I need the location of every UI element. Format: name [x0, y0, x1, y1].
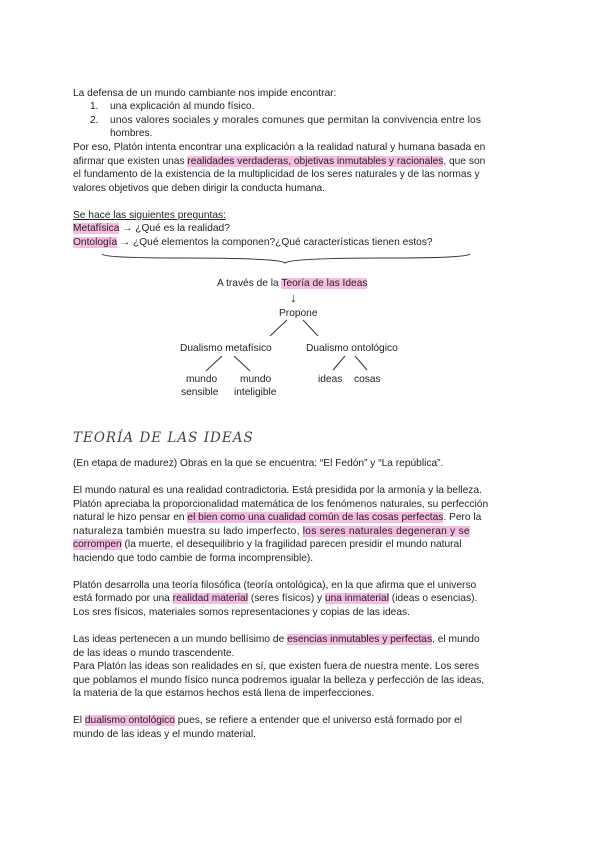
- p2-l3: Los sres físicos, materiales somos representaciones y copias de las ideas.: [73, 607, 410, 618]
- diagram-mundo-sensible-a: mundo: [186, 374, 218, 385]
- list-item-2-cont: hombres.: [110, 128, 153, 139]
- highlight: los seres naturales degeneran y se: [302, 526, 470, 537]
- diagram-mundo-sensible-b: sensible: [181, 387, 219, 398]
- p1-l2: Platón apreciaba la proporcionalidad matemática de los fenómenos naturales, su perfección: [73, 499, 489, 510]
- highlight: Ontología: [73, 237, 118, 248]
- p1-l6: haciendo que todo cambie de forma incomprensible).: [73, 553, 314, 564]
- p1-l4: naturaleza también muestra su lado imperfecto, los seres naturales degeneran y se: [73, 526, 470, 537]
- section-title: TEORÍA DE LAS IDEAS: [73, 430, 254, 446]
- arrow-propone-right: [303, 320, 318, 336]
- p1-l3: natural le hizo pensar en el bien como una cualidad común de las cosas perfectas. Pero la: [73, 512, 482, 523]
- p1-l5: corrompen (la muerte, el desequilibrio y la fragilidad parecen presidir el mundo natural: [73, 539, 462, 550]
- highlight: esencias inmutables y perfectas: [287, 634, 433, 645]
- highlight: el bien como una cualidad común de las cosas perfectas: [187, 512, 444, 523]
- question-ontologia: Ontología → ¿Qué elementos la componen?¿Qué características tienen estos?: [73, 237, 433, 248]
- highlight: corrompen: [73, 539, 122, 550]
- highlight: realidad material: [172, 593, 248, 604]
- questions-heading: Se hace las siguientes preguntas:: [73, 210, 226, 221]
- works-line: (En etapa de madurez) Obras en la que se encuentra: “El Fedón” y “La república”.: [73, 458, 444, 469]
- diagram-mundo-inteligible-a: mundo: [240, 374, 272, 385]
- diagram-mundo-inteligible-b: inteligible: [234, 387, 277, 398]
- arrow-metafisico-right: [234, 356, 250, 371]
- p2-l1: Platón desarrolla una teoría filosófica (teoría ontológica), en la que afirma que el universo: [73, 580, 477, 591]
- highlight: realidades verdaderas, objetivas inmutables y racionales: [187, 156, 444, 167]
- diagram-dualismo-ontologico: Dualismo ontológico: [306, 343, 398, 354]
- diagram-dualismo-metafisico: Dualismo metafísico: [180, 343, 272, 354]
- highlight: una inmaterial: [324, 593, 389, 604]
- p3-l5: la materia de la que estamos hechos está llena de imperfecciones.: [73, 688, 375, 699]
- p3-l1: Las ideas pertenecen a un mundo bellísimo de esencias inmutables y perfectas, el mundo: [73, 634, 480, 645]
- p3-l3: Para Platón las ideas son realidades en sí, que existen fuera de nuestra mente. Los seres: [73, 661, 480, 672]
- p1-l1: El mundo natural es una realidad contradictoria. Está presidida por la armonía y la belleza.: [73, 485, 482, 496]
- intro-line: La defensa de un mundo cambiante nos impide encontrar:: [73, 88, 337, 99]
- p4-l2: mundo de las ideas y el mundo material.: [73, 729, 256, 740]
- diagram-cosas: cosas: [354, 374, 381, 385]
- intro-paragraph-l1: Por eso, Platón intenta encontrar una explicación a la realidad natural y humana basada en: [73, 142, 486, 153]
- intro-paragraph-l2: afirmar que existen unas realidades verdaderas, objetivas inmutables y racionales, que son: [73, 156, 486, 167]
- p3-l4: que poblamos el mundo físico nunca podremos igualar la belleza y perfección de las ideas,: [73, 675, 485, 686]
- diagram-ideas: ideas: [318, 374, 343, 385]
- highlight: Metafísica: [73, 223, 120, 234]
- diagram-propone: Propone: [279, 308, 318, 319]
- diagram-via: A través de la Teoría de las Ideas: [217, 278, 368, 289]
- p2-l2: está formado por una realidad material (seres físicos) y una inmaterial (ideas o esencias).: [73, 593, 478, 604]
- list-item-1: una explicación al mundo físico.: [110, 101, 255, 112]
- p3-l2: de las ideas o mundo trascendente.: [73, 648, 235, 659]
- intro-paragraph-l3: el fundamento de la existencia de la multiplicidad de los seres naturales y de las normas y: [73, 169, 480, 180]
- arrow-metafisico-left: [206, 356, 222, 371]
- list-item-1-number: 1.: [90, 101, 99, 112]
- p4-l1: El dualismo ontológico pues, se refiere a entender que el universo está formado por el: [73, 715, 463, 726]
- question-metafisica: Metafísica → ¿Qué es la realidad?: [73, 223, 230, 234]
- list-item-2: unos valores sociales y morales comunes que permitan la convivencia entre los: [110, 115, 482, 126]
- arrow-ontologico-right: [355, 356, 367, 370]
- down-arrow-icon: ↓: [290, 290, 297, 305]
- list-item-2-number: 2.: [90, 115, 99, 126]
- intro-paragraph-l4: valores objetivos que deben dirigir la conducta humana.: [73, 183, 326, 194]
- highlight: Teoría de las Ideas: [281, 278, 368, 289]
- arrow-propone-left: [270, 320, 287, 336]
- brace: [102, 254, 470, 263]
- highlight: dualismo ontológico: [84, 715, 175, 726]
- arrow-ontologico-left: [333, 356, 345, 370]
